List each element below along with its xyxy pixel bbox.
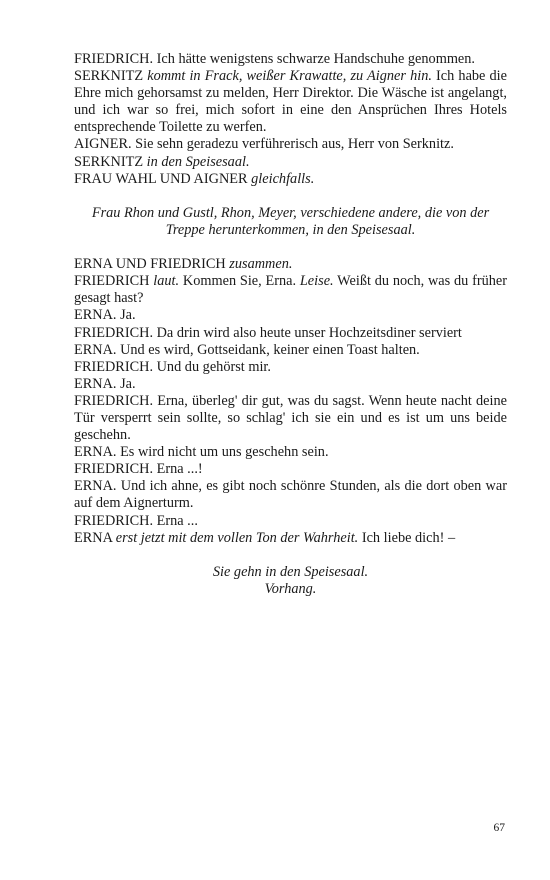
blank-line bbox=[74, 188, 507, 205]
speech-text: ERNA. Ja. bbox=[74, 375, 136, 392]
dialogue-line bbox=[74, 325, 507, 342]
speech-text: ERNA. Und ich ahne, es gibt noch schönre Stunden, als die dort oben war auf dem Aignerturm. bbox=[74, 478, 507, 512]
stage-direction-inline: erst jetzt mit dem vollen Ton der Wahrheit. bbox=[115, 529, 359, 546]
speech-text: FRIEDRICH. Erna ...! bbox=[74, 461, 203, 478]
speech-text: ERNA. Und es wird, Gottseidank, keiner einen Toast halten. bbox=[74, 341, 420, 358]
dialogue-line bbox=[74, 342, 507, 359]
speech-text: FRIEDRICH. Da drin wird also heute unser Hochzeitsdiner serviert bbox=[74, 324, 462, 341]
page-body bbox=[74, 51, 507, 598]
stage-direction-line: Treppe herunterkommen, in den Speisesaal. bbox=[165, 221, 416, 238]
speech-text: FRAU WAHL UND AIGNER bbox=[74, 170, 252, 187]
dialogue-line bbox=[74, 444, 507, 461]
stage-direction-inline: gleichfalls. bbox=[251, 170, 315, 187]
dialogue-line bbox=[74, 359, 507, 376]
dialogue-line bbox=[74, 513, 507, 530]
speech-text: ERNA UND FRIEDRICH bbox=[74, 256, 230, 273]
stage-direction-inline: kommt in Frack, weißer Krawatte, zu Aigner hin. bbox=[147, 68, 432, 85]
dialogue-line bbox=[74, 478, 507, 512]
stage-direction-line: Vorhang. bbox=[264, 580, 317, 597]
speech-text: Kommen Sie, Erna. bbox=[179, 273, 300, 290]
speech-text: Ich liebe dich! – bbox=[358, 529, 456, 546]
stage-direction bbox=[74, 564, 507, 598]
dialogue-line bbox=[74, 171, 507, 188]
stage-direction bbox=[74, 205, 507, 239]
stage-direction-inline: laut. bbox=[153, 273, 180, 290]
dialogue-line bbox=[74, 376, 507, 393]
stage-direction-inline: in den Speisesaal. bbox=[146, 153, 250, 170]
page-number: 67 bbox=[493, 822, 505, 834]
dialogue-line bbox=[74, 530, 507, 547]
blank-line bbox=[74, 547, 507, 564]
speech-text: FRIEDRICH. Erna ... bbox=[74, 512, 198, 529]
speech-text: FRIEDRICH bbox=[74, 273, 154, 290]
stage-direction-inline: Leise. bbox=[299, 273, 334, 290]
dialogue-line bbox=[74, 154, 507, 171]
stage-direction-line: Frau Rhon und Gustl, Rhon, Meyer, verschiedene andere, die von der bbox=[91, 204, 490, 221]
speech-text: AIGNER. Sie sehn geradezu verführerisch aus, Herr von Serknitz. bbox=[74, 136, 454, 153]
dialogue-line bbox=[74, 51, 507, 68]
speech-text: SERKNITZ bbox=[74, 153, 147, 170]
speech-text: ERNA. Es wird nicht um uns geschehn sein. bbox=[74, 444, 329, 461]
dialogue-line bbox=[74, 68, 507, 136]
dialogue-line bbox=[74, 307, 507, 324]
speech-text: ERNA. Ja. bbox=[74, 307, 136, 324]
dialogue-line bbox=[74, 256, 507, 273]
dialogue-line bbox=[74, 136, 507, 153]
speech-text: FRIEDRICH. Ich hätte wenigstens schwarze Handschuhe genommen. bbox=[74, 51, 476, 67]
speech-text: Weißt du noch, was du früher gesagt hast? bbox=[74, 273, 507, 307]
dialogue-line bbox=[74, 273, 507, 307]
speech-text: SERKNITZ bbox=[74, 68, 148, 85]
stage-direction-inline: zusammen. bbox=[229, 256, 293, 273]
stage-direction-line: Sie gehn in den Speisesaal. bbox=[212, 563, 369, 580]
speech-text: FRIEDRICH. Erna, überleg' dir gut, was du sagst. Wenn heute nacht deine Tür versperrt sein sollte, so schlag' ich sie ein und es ist um uns beide geschehn. bbox=[74, 392, 507, 444]
dialogue-line bbox=[74, 393, 507, 444]
speech-text: FRIEDRICH. Und du gehörst mir. bbox=[74, 358, 271, 375]
dialogue-line bbox=[74, 461, 507, 478]
speech-text: Ich habe die Ehre mich gehorsamst zu melden, Herr Direktor. Die Wäsche ist angelangt, und ich war so frei, mich sofort in eine den Ansprüchen Ihres Hotels entsprechende Toilette zu werfen. bbox=[74, 68, 507, 136]
speech-text: ERNA bbox=[74, 529, 116, 546]
blank-line bbox=[74, 239, 507, 256]
